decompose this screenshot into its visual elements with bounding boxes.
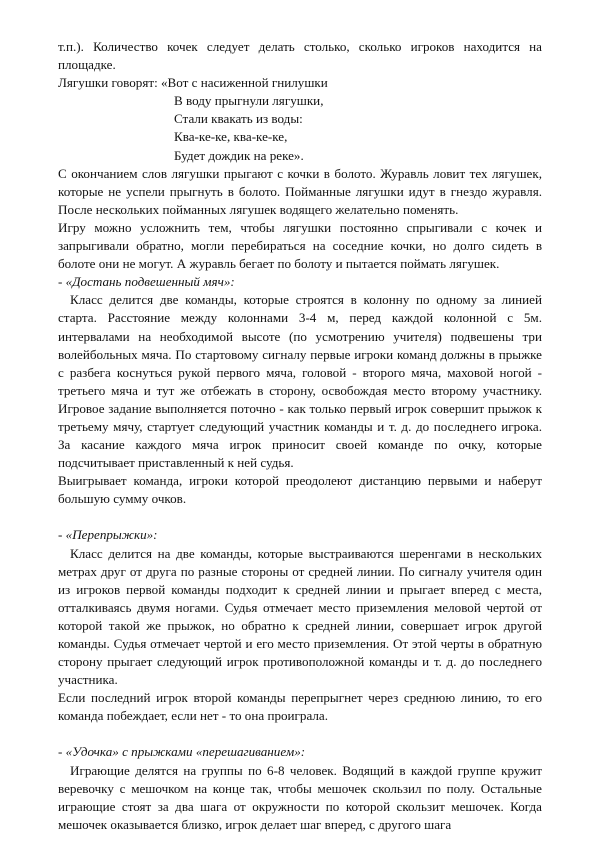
game-paragraph: Играющие делятся на группы по 6-8 человек. Водящий в каждой группе кружит веревочку с мешочком на конце так, чтобы мешочек скользил по полу. Остальные играющие стоят за два шага от окружности по которой скользит мешочек. Когда мешочек оказывается близко, игрок делает шаг вперед, с другого шага — [58, 762, 542, 832]
game-heading — [58, 273, 542, 291]
game-paragraph: Выигрывает команда, игроки которой преодолеют дистанцию первыми и наберут большую сумму очков. — [58, 473, 542, 507]
game-paragraph: Класс делится две команды, которые строятся в колонну по одному за линией старта. Расстояние между колоннами 3-4 м, перед каждой колонной с 5м. интервалами на необходимой высоте (по усмотрению учителя) подвешены три волейбольных мяча. По стартовому сигналу первые игроки команд должны в прыжке с разбега коснуться рукой первого мяча, головой - второго мяча, маховой ногой - третьего мяча и тут же отбежать в сторону, освобождая место второму участнику. Игровое задание выполняется поточно - как только первый игрок совершит прыжок к третьему мячу, стартует следующий участник команды и т. д. до последнего игрока. За касание каждого мяча игрок приносит своей команде по очку, которые подсчитывает приставленный к ней судья. — [58, 292, 542, 471]
game-heading — [58, 743, 542, 761]
poem-lead-line: Лягушки говорят: «Вот с насиженной гнилушки — [58, 75, 328, 91]
poem-line: Стали квакать из воды: — [174, 111, 303, 127]
heading-dash: - — [58, 527, 66, 543]
game-title: «Достань подвешенный мяч»: — [65, 274, 235, 290]
poem-line: Будет дождик на реке». — [174, 147, 304, 163]
paragraph-gap — [58, 508, 542, 526]
game-title: «Удочка» с прыжками «перешагиванием»: — [65, 744, 306, 760]
paragraph-gap — [58, 725, 542, 743]
poem-line: Ква-ке-ке, ква-ке-ке, — [174, 129, 288, 145]
intro-paragraph: т.п.). Количество кочек следует делать столько, сколько игроков находится на площадке. — [58, 39, 542, 73]
heading-dash: - — [58, 744, 66, 760]
intro-paragraph: С окончанием слов лягушки прыгают с кочки в болото. Журавль ловит тех лягушек, которые не успели прыгнуть в болото. Пойманные лягушки идут в гнездо журавля. После нескольких пойманных лягушек водящего желательно поменять. — [58, 165, 542, 217]
game-paragraph: Класс делится на две команды, которые выстраиваются шеренгами в нескольких метрах друг от друга по разные стороны от средней линии. По сигналу учителя один из игроков первой команды подходит к средней линии и прыгает вперед с места, отталкиваясь двумя ногами. Судья отмечает место приземления меловой чертой от которой такой же прыжок, но обратно к средней линии, совершает игрок другой команды. Судья отмечает чертой и его место приземления. От этой черты в обратную сторону прыгает следующий игрок противоположной команды и т. д. до последнего участника. — [58, 545, 542, 688]
document-body — [58, 38, 542, 834]
heading-dash: - — [58, 274, 66, 290]
poem-line: В воду прыгнули лягушки, — [174, 93, 324, 109]
intro-paragraph: Игру можно усложнить тем, чтобы лягушки постоянно спрыгивали с кочек и запрыгивали обратно, могли перебираться на соседние кочки, но долго сидеть в болоте они не могут. А журавль бегает по болоту и пытается поймать лягушек. — [58, 219, 542, 272]
game-paragraph: Если последний игрок второй команды перепрыгнет через среднюю линию, то его команда побеждает, если нет - то она проиграла. — [58, 690, 542, 724]
game-heading — [58, 526, 542, 544]
game-title: «Перепрыжки»: — [65, 527, 158, 543]
